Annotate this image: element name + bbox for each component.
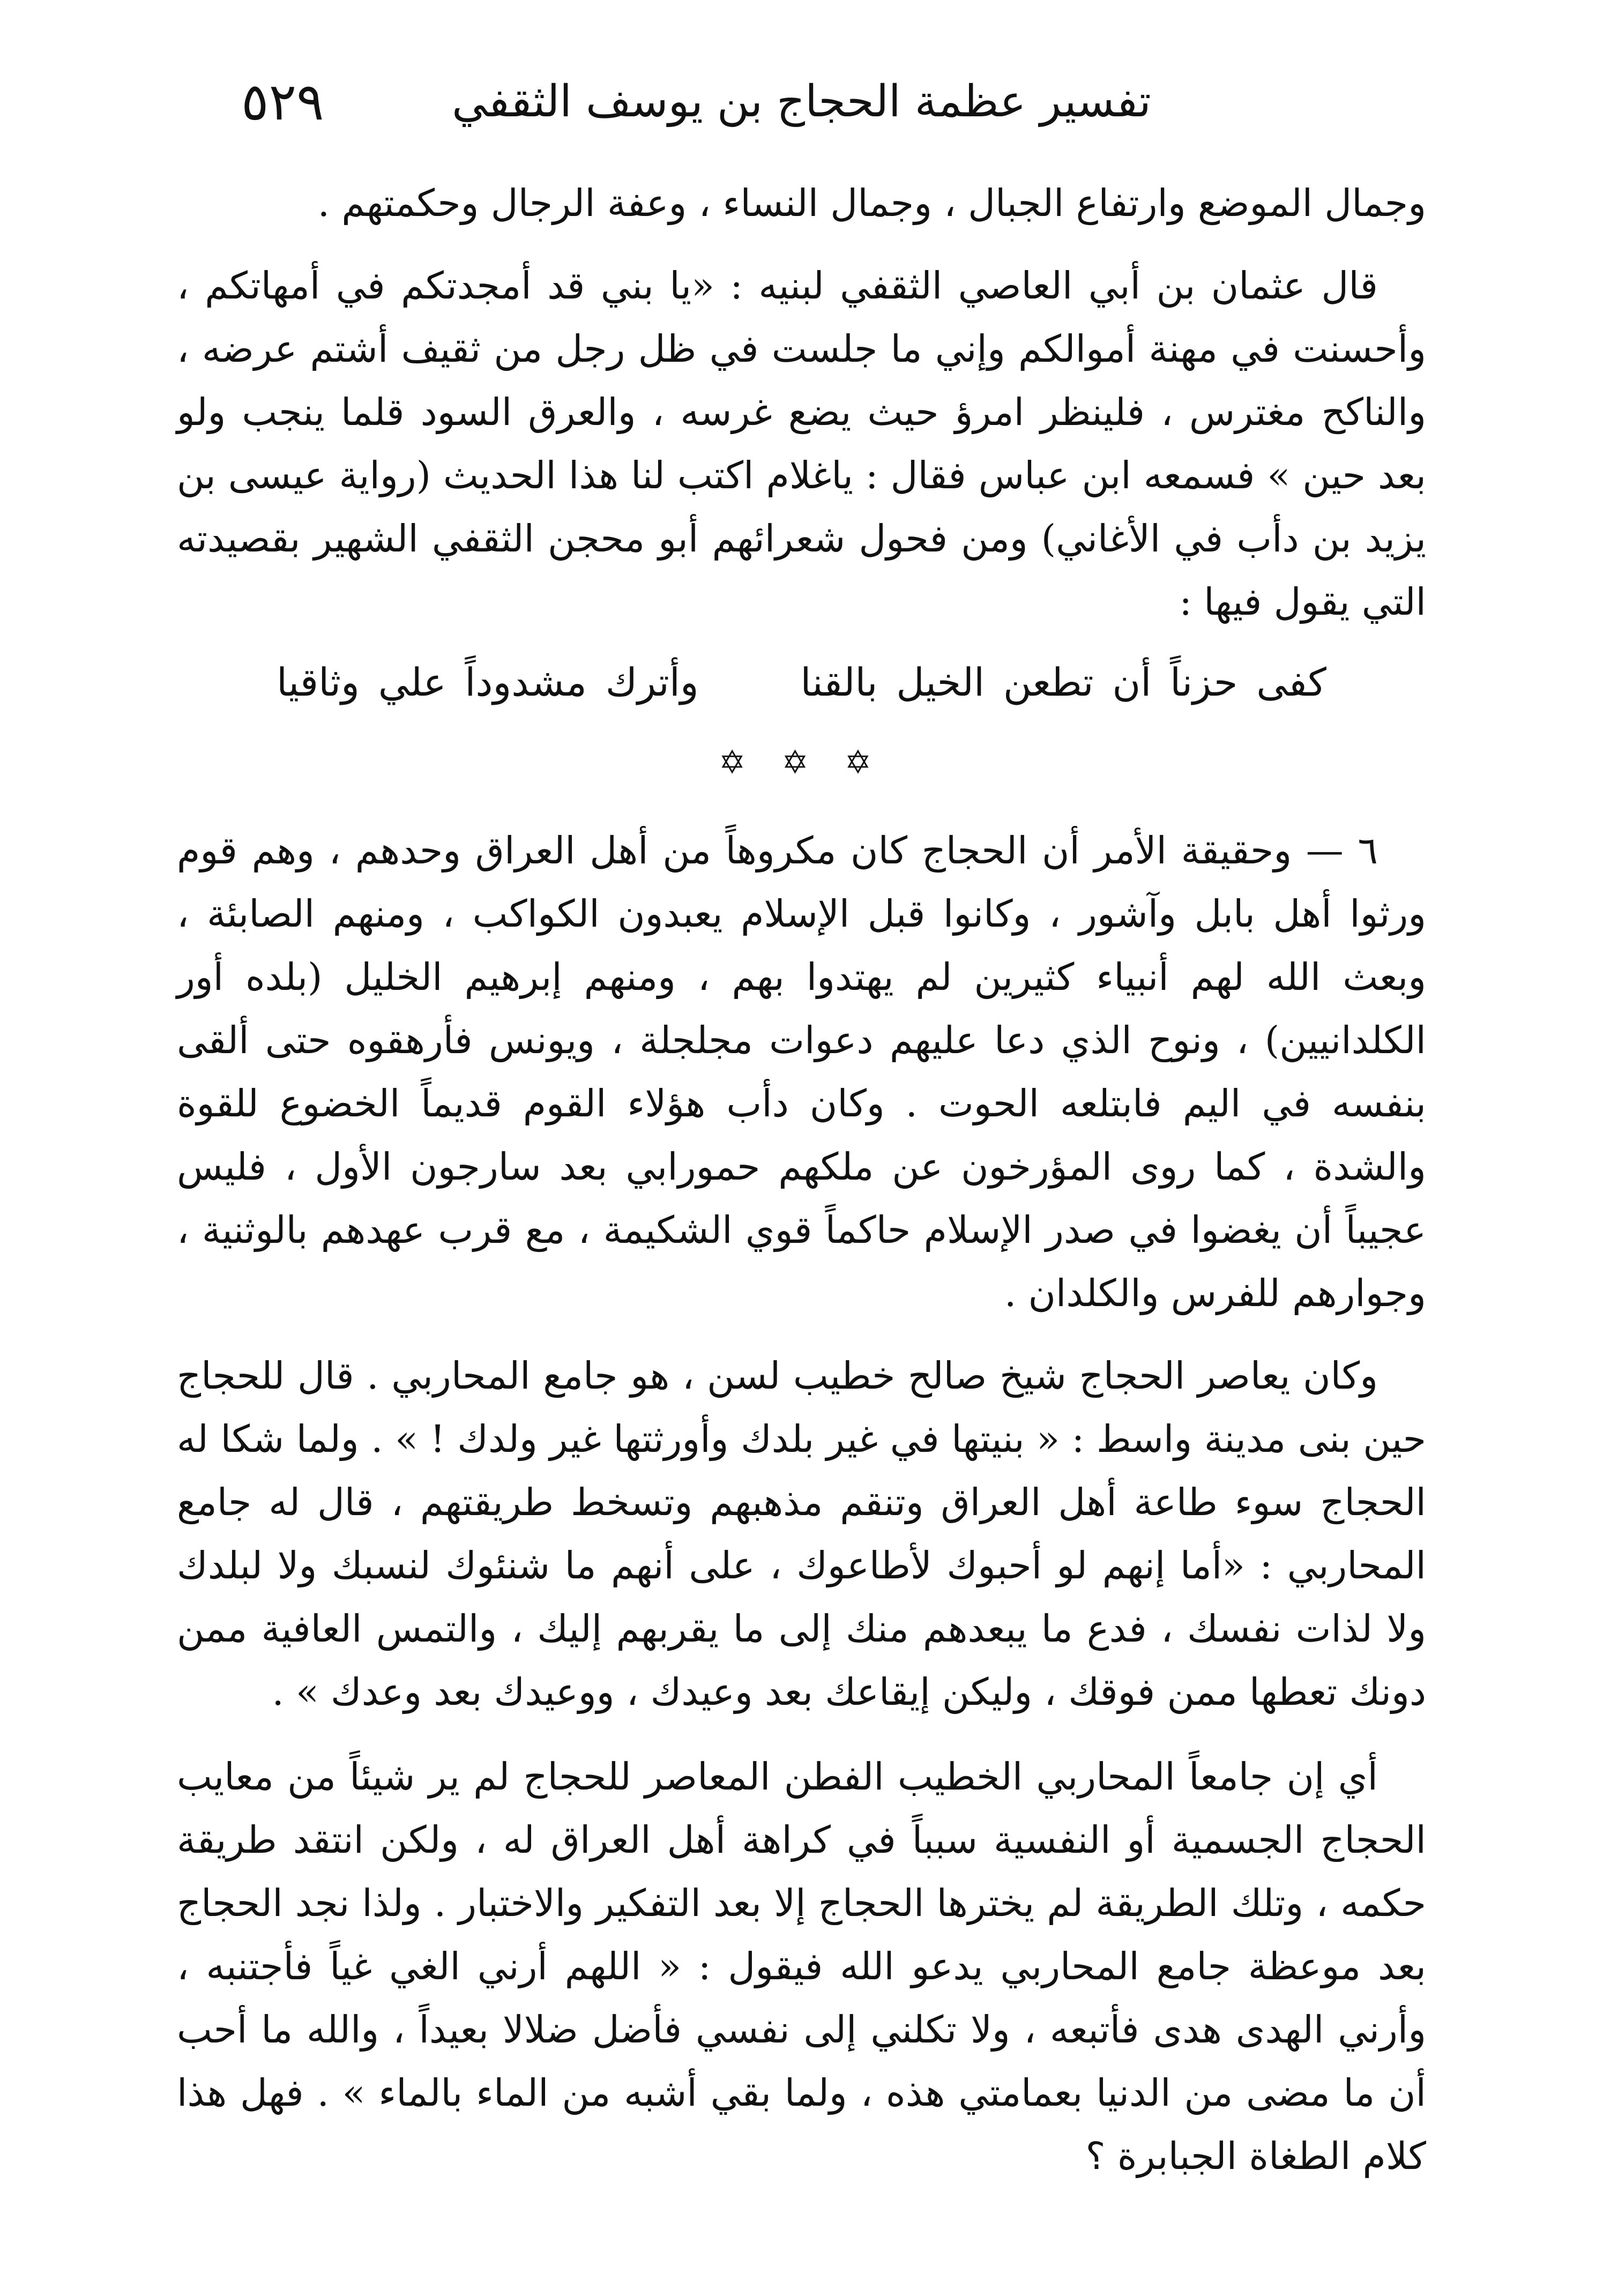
running-title: تفسير عظمة الحجاج بن يوسف الثقفي <box>452 76 1151 127</box>
paragraph-2: قال عثمان بن أبي العاصي الثقفي لبنيه : «يا بني قد أمجدتكم في أمهاتكم ، وأحسنت في مهنة أموالكم وإني ما جلست في ظل رجل من ثقيف أشتم عرضه ، والناكح مغترس ، فلينظر امرؤ حيث يضع غرسه ، والعرق السود قلما ينجب ولو بعد حين » فسمعه ابن عباس فقال : ياغلام اكتب لنا هذا الحديث (رواية عيسى بن يزيد بن دأب في الأغاني) ومن فحول شعرائهم أبو محجن الثقفي الشهير بقصيدته التي يقول فيها : <box>177 264 1426 624</box>
paragraph-4: وكان يعاصر الحجاج شيخ صالح خطيب لسن ، هو جامع المحاربي . قال للحجاج حين بنى مدينة واسط : « بنيتها في غير بلدك وأورثتها غير ولدك ! » . ولما شكا له الحجاج سوء طاعة أهل العراق وتنقم مذهبهم وتسخط طريقتهم ، قال له جامع المحاربي : «أما إنهم لو أحبوك لأطاعوك ، على أنهم ما شنئوك لنسبك ولا لبلدك ولا لذات نفسك ، فدع ما يبعدهم منك إلى ما يقربهم إليك ، والتمس العافية ممن دونك تعطها ممن فوقك ، وليكن إيقاعك بعد وعيدك ، ووعيدك بعد وعدك » . <box>177 1354 1426 1714</box>
page-number: ٥٢٩ <box>241 72 324 132</box>
verse-first-hemistich: كفى حزناً أن تطعن الخيل بالقنا <box>800 660 1326 705</box>
paragraph-1: وجمال الموضع وارتفاع الجبال ، وجمال النساء ، وعفة الرجال وحكمتهم . <box>317 181 1426 225</box>
section-separator-stars: ✡ ✡ ✡ <box>719 744 884 781</box>
paragraph-3: ٦ — وحقيقة الأمر أن الحجاج كان مكروهاً من أهل العراق وحدهم ، وهم قوم ورثوا أهل بابل وآشور ، وكانوا قبل الإسلام يعبدون الكواكب ، ومنهم الصابئة ، وبعث الله لهم أنبياء كثيرين لم يهتدوا بهم ، ومنهم إبرهيم الخليل (بلده أور الكلدانيين) ، ونوح الذي دعا عليهم دعوات مجلجلة ، ويونس فأرهقوه حتى ألقى بنفسه في اليم فابتلعه الحوت . وكان دأب هؤلاء القوم قديماً الخضوع للقوة والشدة ، كما روى المؤرخون عن ملكهم حمورابي بعد سارجون الأول ، فليس عجيباً أن يغضوا في صدر الإسلام حاكماً قوي الشكيمة ، مع قرب عهدهم بالوثنية ، وجوارهم للفرس والكلدان . <box>177 829 1427 1315</box>
paragraph-5: أي إن جامعاً المحاربي الخطيب الفطن المعاصر للحجاج لم ير شيئاً من معايب الحجاج الجسمية أو النفسية سبباً في كراهة أهل العراق له ، ولكن انتقد طريقة حكمه ، وتلك الطريقة لم يخترها الحجاج إلا بعد التفكير والاختبار . ولذا نجد الحجاج بعد موعظة جامع المحاربي يدعو الله فيقول : « اللهم أرني الغي غياً فأجتنبه ، وأرني الهدى هدى فأتبعه ، ولا تكلني إلى نفسي فأضل ضلالا بعيداً ، والله ما أحب أن ما مضى من الدنيا بعمامتي هذه ، ولما بقي أشبه من الماء بالماء » . فهل هذا كلام الطغاة الجبابرة ؟ <box>177 1755 1426 2178</box>
page-header <box>177 64 1426 139</box>
verse-second-hemistich: وأترك مشدوداً علي وثاقيا <box>277 660 699 705</box>
poem-verse <box>177 647 1426 717</box>
body-text <box>177 172 1426 2188</box>
